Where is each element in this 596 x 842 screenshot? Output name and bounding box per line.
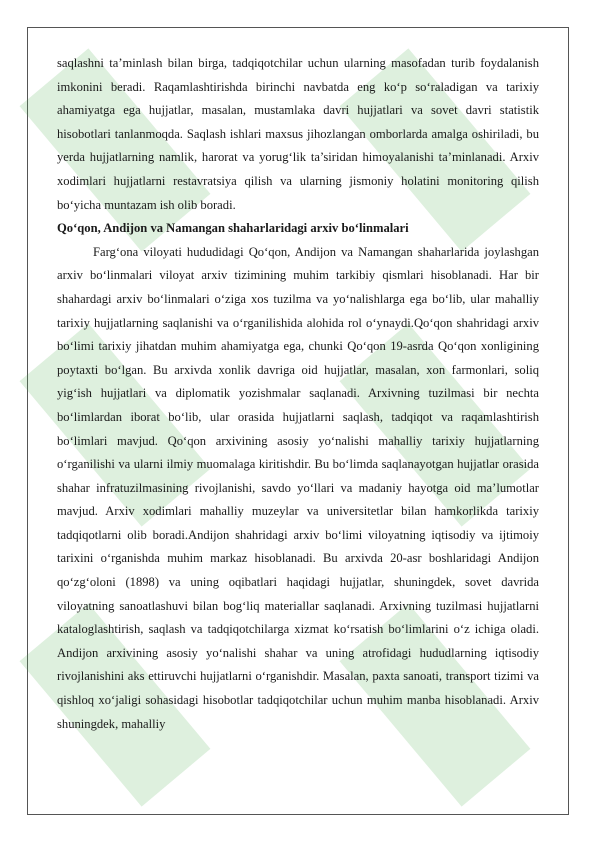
section-heading: Qo‘qon, Andijon va Namangan shaharlaridagi arxiv bo‘linmalari [57,221,409,236]
paragraph: Farg‘ona viloyati hududidagi Qo‘qon, Andijon va Namangan shaharlarida joylashgan arxiv bo‘linmalari viloyat arxiv tizimining muhim tarkibiy qismlari hisoblanadi. Har bir shahardagi arxiv bo‘linmalari o‘ziga xos tuzilma va yo‘nalishlarga ega bo‘lib, ular mahalliy tarixiy hujjatlarning saqlanishi va o‘rganilishida alohida rol o‘ynaydi.Qo‘qon shahridagi arxiv bo‘limi tarixiy jihatdan muhim ahamiyatga ega, chunki Qo‘qon 19-asrda Qo‘qon xonligining poytaxti bo‘lgan. Bu arxivda xonlik davriga oid hujjatlar, masalan, xon farmonlari, soliq yig‘ish hujjatlari va diplomatik yozishmalar saqlanadi. Arxivning tuzilmasi bir nechta bo‘limlardan iborat bo‘lib, ular orasida hujjatlarni saqlash, tadqiqot va raqamlashtirish bo‘limlari mavjud. Qo‘qon arxivining asosiy yo‘nalishi mahalliy tarixiy hujjatlarning o‘rganilishi va ularni ilmiy muomalaga kiritishdir. Bu bo‘limda saqlanayotgan hujjatlar orasida shahar infratuzilmasining rivojlanishi, savdo yo‘llari va madaniy hayotga oid ma’lumotlar mavjud. Arxiv xodimlari mahalliy muzeylar va universitetlar bilan hamkorlikda tarixiy tadqiqotlarni olib boradi.Andijon shahridagi arxiv bo‘limi viloyatning iqtisodiy va ijtimoiy tarixini o‘rganishda muhim markaz hisoblanadi. Bu arxivda 20-asr boshlaridagi Andijon qo‘zg‘oloni (1898) va uning oqibatlari haqidagi hujjatlar, shuningdek, sovet davrida viloyatning sanoatlashuvi bilan bog‘liq materiallar saqlanadi. Arxivning tuzilmasi hujjatlarni kataloglashtirish, saqlash va tadqiqotchilarga xizmat ko‘rsatish bo‘limlarini o‘z ichiga oladi. Andijon arxivining asosiy yo‘nalishi shahar va uning atrofidagi hududlarning iqtisodiy rivojlanishini aks ettiruvchi hujjatlarni o‘rganishdir. Masalan, paxta sanoati, transport tizimi va qishloq xo‘jaligi sohasidagi hisobotlar tadqiqotchilar uchun muhim manba hisoblanadi. Arxiv shuningdek, mahalliy [57,244,539,731]
document-body [57,52,539,736]
paragraph: saqlashni ta’minlash bilan birga, tadqiqotchilar uchun ularning masofadan turib foydalanish imkonini beradi. Raqamlashtirishda birinchi navbatda eng ko‘p so‘raladigan va tarixiy ahamiyatga ega hujjatlar, masalan, mustamlaka davri hujjatlari va sovet davri statistik hisobotlari tanlanmoqda. Saqlash ishlari maxsus jihozlangan omborlarda amalga oshiriladi, bu yerda hujjatlarning namlik, harorat va yorug‘lik ta’siridan himoyalanishi ta’minlanadi. Arxiv xodimlari hujjatlarni restavratsiya qilish va ularning jismoniy holatini monitoring qilish bo‘yicha muntazam ish olib boradi. [57,56,539,212]
